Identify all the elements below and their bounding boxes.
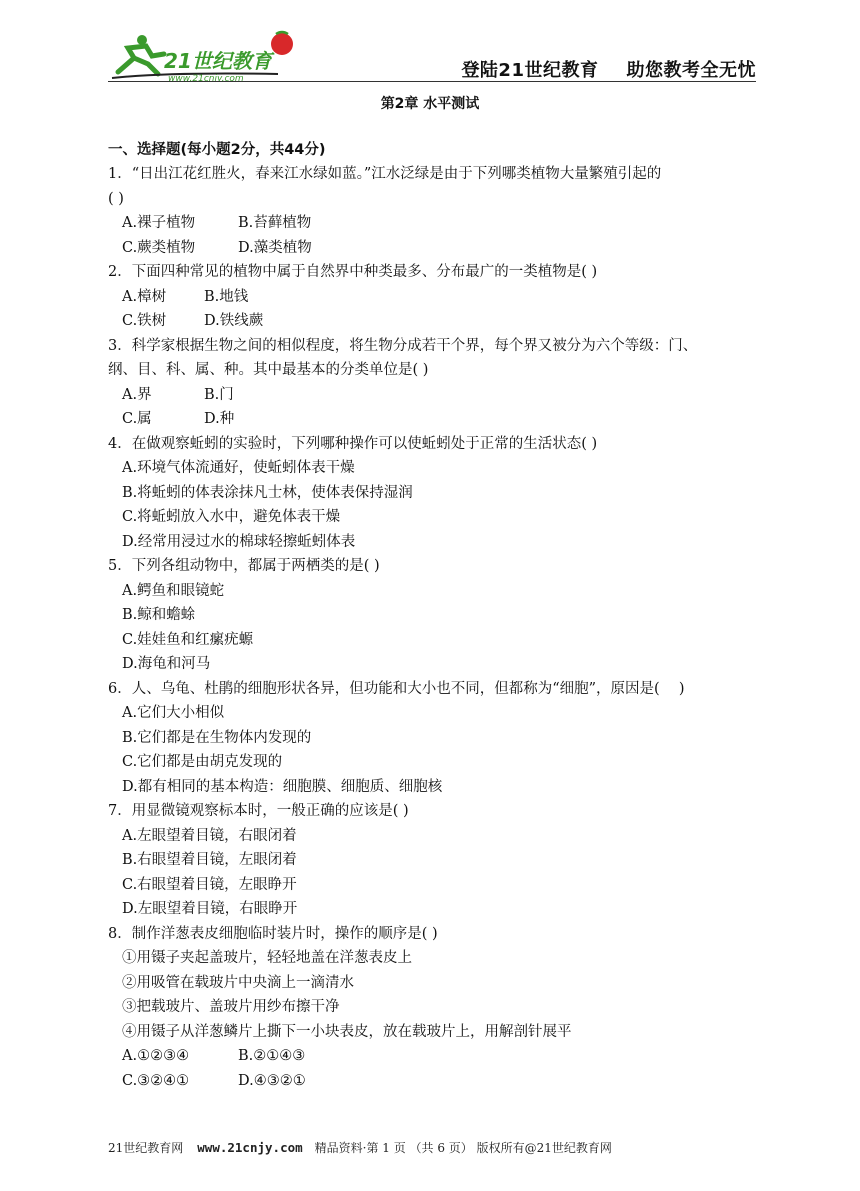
option-c: C.娃娃鱼和红瘰疣螈 <box>122 631 254 648</box>
option-a: A.樟树 <box>122 288 167 305</box>
option-c: C.铁树 <box>122 313 167 329</box>
footer-right: 精品资料·第 1 页 （共 6 页） 版权所有@21世纪教育网 <box>314 1141 612 1155</box>
question-stem: 5．下列各组动物中，都属于两栖类的是( ) <box>108 558 380 574</box>
page-footer <box>108 1139 758 1156</box>
header-divider <box>108 81 756 82</box>
question-list <box>108 138 758 1093</box>
question-8 <box>108 922 758 1094</box>
question-stem: 8．制作洋葱表皮细胞临时装片时，操作的顺序是( ) <box>108 925 438 942</box>
question-stem: 纲、目、科、属、种。其中最基本的分类单位是( ) <box>108 362 429 378</box>
question-1 <box>108 162 758 260</box>
option-a: A.它们大小相似 <box>122 705 225 721</box>
option-b: B.门 <box>204 386 234 403</box>
question-4 <box>108 432 758 555</box>
option-b: B.将蚯蚓的体表涂抹凡士林，使体表保持湿润 <box>122 484 413 501</box>
footer-left: 21世纪教育网 <box>108 1141 184 1155</box>
option-a: A.界 <box>122 386 152 403</box>
option-a: A.环境气体流通好，使蚯蚓体表干燥 <box>122 460 355 476</box>
option-c: C.将蚯蚓放入水中，避免体表干燥 <box>122 509 341 525</box>
option-a: A.①②③④ <box>122 1048 190 1064</box>
question-5 <box>108 554 758 677</box>
option-b: B.苔藓植物 <box>238 215 312 231</box>
option-c: C.右眼望着目镜，左眼睁开 <box>122 876 297 893</box>
option-d: D.种 <box>204 411 235 427</box>
question-stem: 1．“日出江花红胜火，春来江水绿如蓝。”江水泛绿是由于下列哪类植物大量繁殖引起的 <box>108 166 662 182</box>
question-stem: 2．下面四种常见的植物中属于自然界中种类最多、分布最广的一类植物是( ) <box>108 264 598 280</box>
option-a: A.左眼望着目镜，右眼闭着 <box>122 827 297 844</box>
slogan-left: 登陆21世纪教育 <box>461 60 599 81</box>
question-3 <box>108 334 758 432</box>
option-a: A.鳄鱼和眼镜蛇 <box>122 582 225 599</box>
page-header <box>108 28 756 82</box>
option-c: C.③②④① <box>122 1072 190 1089</box>
step-3: ③把载玻片、盖玻片用纱布擦干净 <box>122 999 340 1015</box>
section-heading: 一、选择题(每小题2分，共44分) <box>108 142 326 158</box>
logo-graphic <box>108 28 308 82</box>
footer-site-link[interactable]: www.21cnjy.com <box>197 1140 303 1155</box>
logo <box>108 28 308 82</box>
question-7 <box>108 799 758 922</box>
option-b: B.它们都是在生物体内发现的 <box>122 729 312 746</box>
option-a: A.裸子植物 <box>122 215 196 231</box>
option-d: D.都有相同的基本构造：细胞膜、细胞质、细胞核 <box>122 778 443 795</box>
option-d: D.藻类植物 <box>238 239 312 256</box>
question-stem: ( ) <box>108 190 124 207</box>
option-c: C.它们都是由胡克发现的 <box>122 754 283 770</box>
question-stem: 6．人、乌龟、杜鹃的细胞形状各异，但功能和大小也不同，但都称为“细胞”，原因是( ) <box>108 680 685 697</box>
option-b: B.②①④③ <box>238 1048 306 1064</box>
option-d: D.经常用浸过水的棉球轻擦蚯蚓体表 <box>122 533 356 550</box>
header-slogan <box>461 56 756 82</box>
step-2: ②用吸管在载玻片中央滴上一滴清水 <box>122 974 354 991</box>
question-stem: 7．用显微镜观察标本时，一般正确的应该是( ) <box>108 803 409 819</box>
option-d: D.海龟和河马 <box>122 656 211 672</box>
option-d: D.④③②① <box>238 1072 306 1089</box>
option-b: B.地钱 <box>204 288 249 305</box>
question-stem: 4．在做观察蚯蚓的实验时，下列哪种操作可以使蚯蚓处于正常的生活状态( ) <box>108 435 598 452</box>
page-title: 第2章 水平测试 <box>380 96 480 112</box>
option-d: D.左眼望着目镜，右眼睁开 <box>122 901 298 917</box>
option-b: B.鲸和蟾蜍 <box>122 607 196 623</box>
question-stem: 3．科学家根据生物之间的相似程度，将生物分成若干个界，每个界又被分为六个等级：门、 <box>108 337 698 354</box>
step-1: ①用镊子夹起盖玻片，轻轻地盖在洋葱表皮上 <box>122 950 412 966</box>
option-b: B.右眼望着目镜，左眼闭着 <box>122 852 297 868</box>
option-c: C.蕨类植物 <box>122 239 196 256</box>
option-c: C.属 <box>122 411 152 427</box>
step-4: ④用镊子从洋葱鳞片上撕下一小块表皮，放在载玻片上，用解剖针展平 <box>122 1023 572 1040</box>
logo-url: www.21cnjy.com <box>168 74 244 82</box>
option-d: D.铁线蕨 <box>204 313 264 329</box>
question-2 <box>108 260 758 334</box>
logo-text: 21世纪教育 <box>164 49 272 73</box>
question-6 <box>108 677 758 800</box>
slogan-right: 助您教考全无忧 <box>626 60 756 81</box>
